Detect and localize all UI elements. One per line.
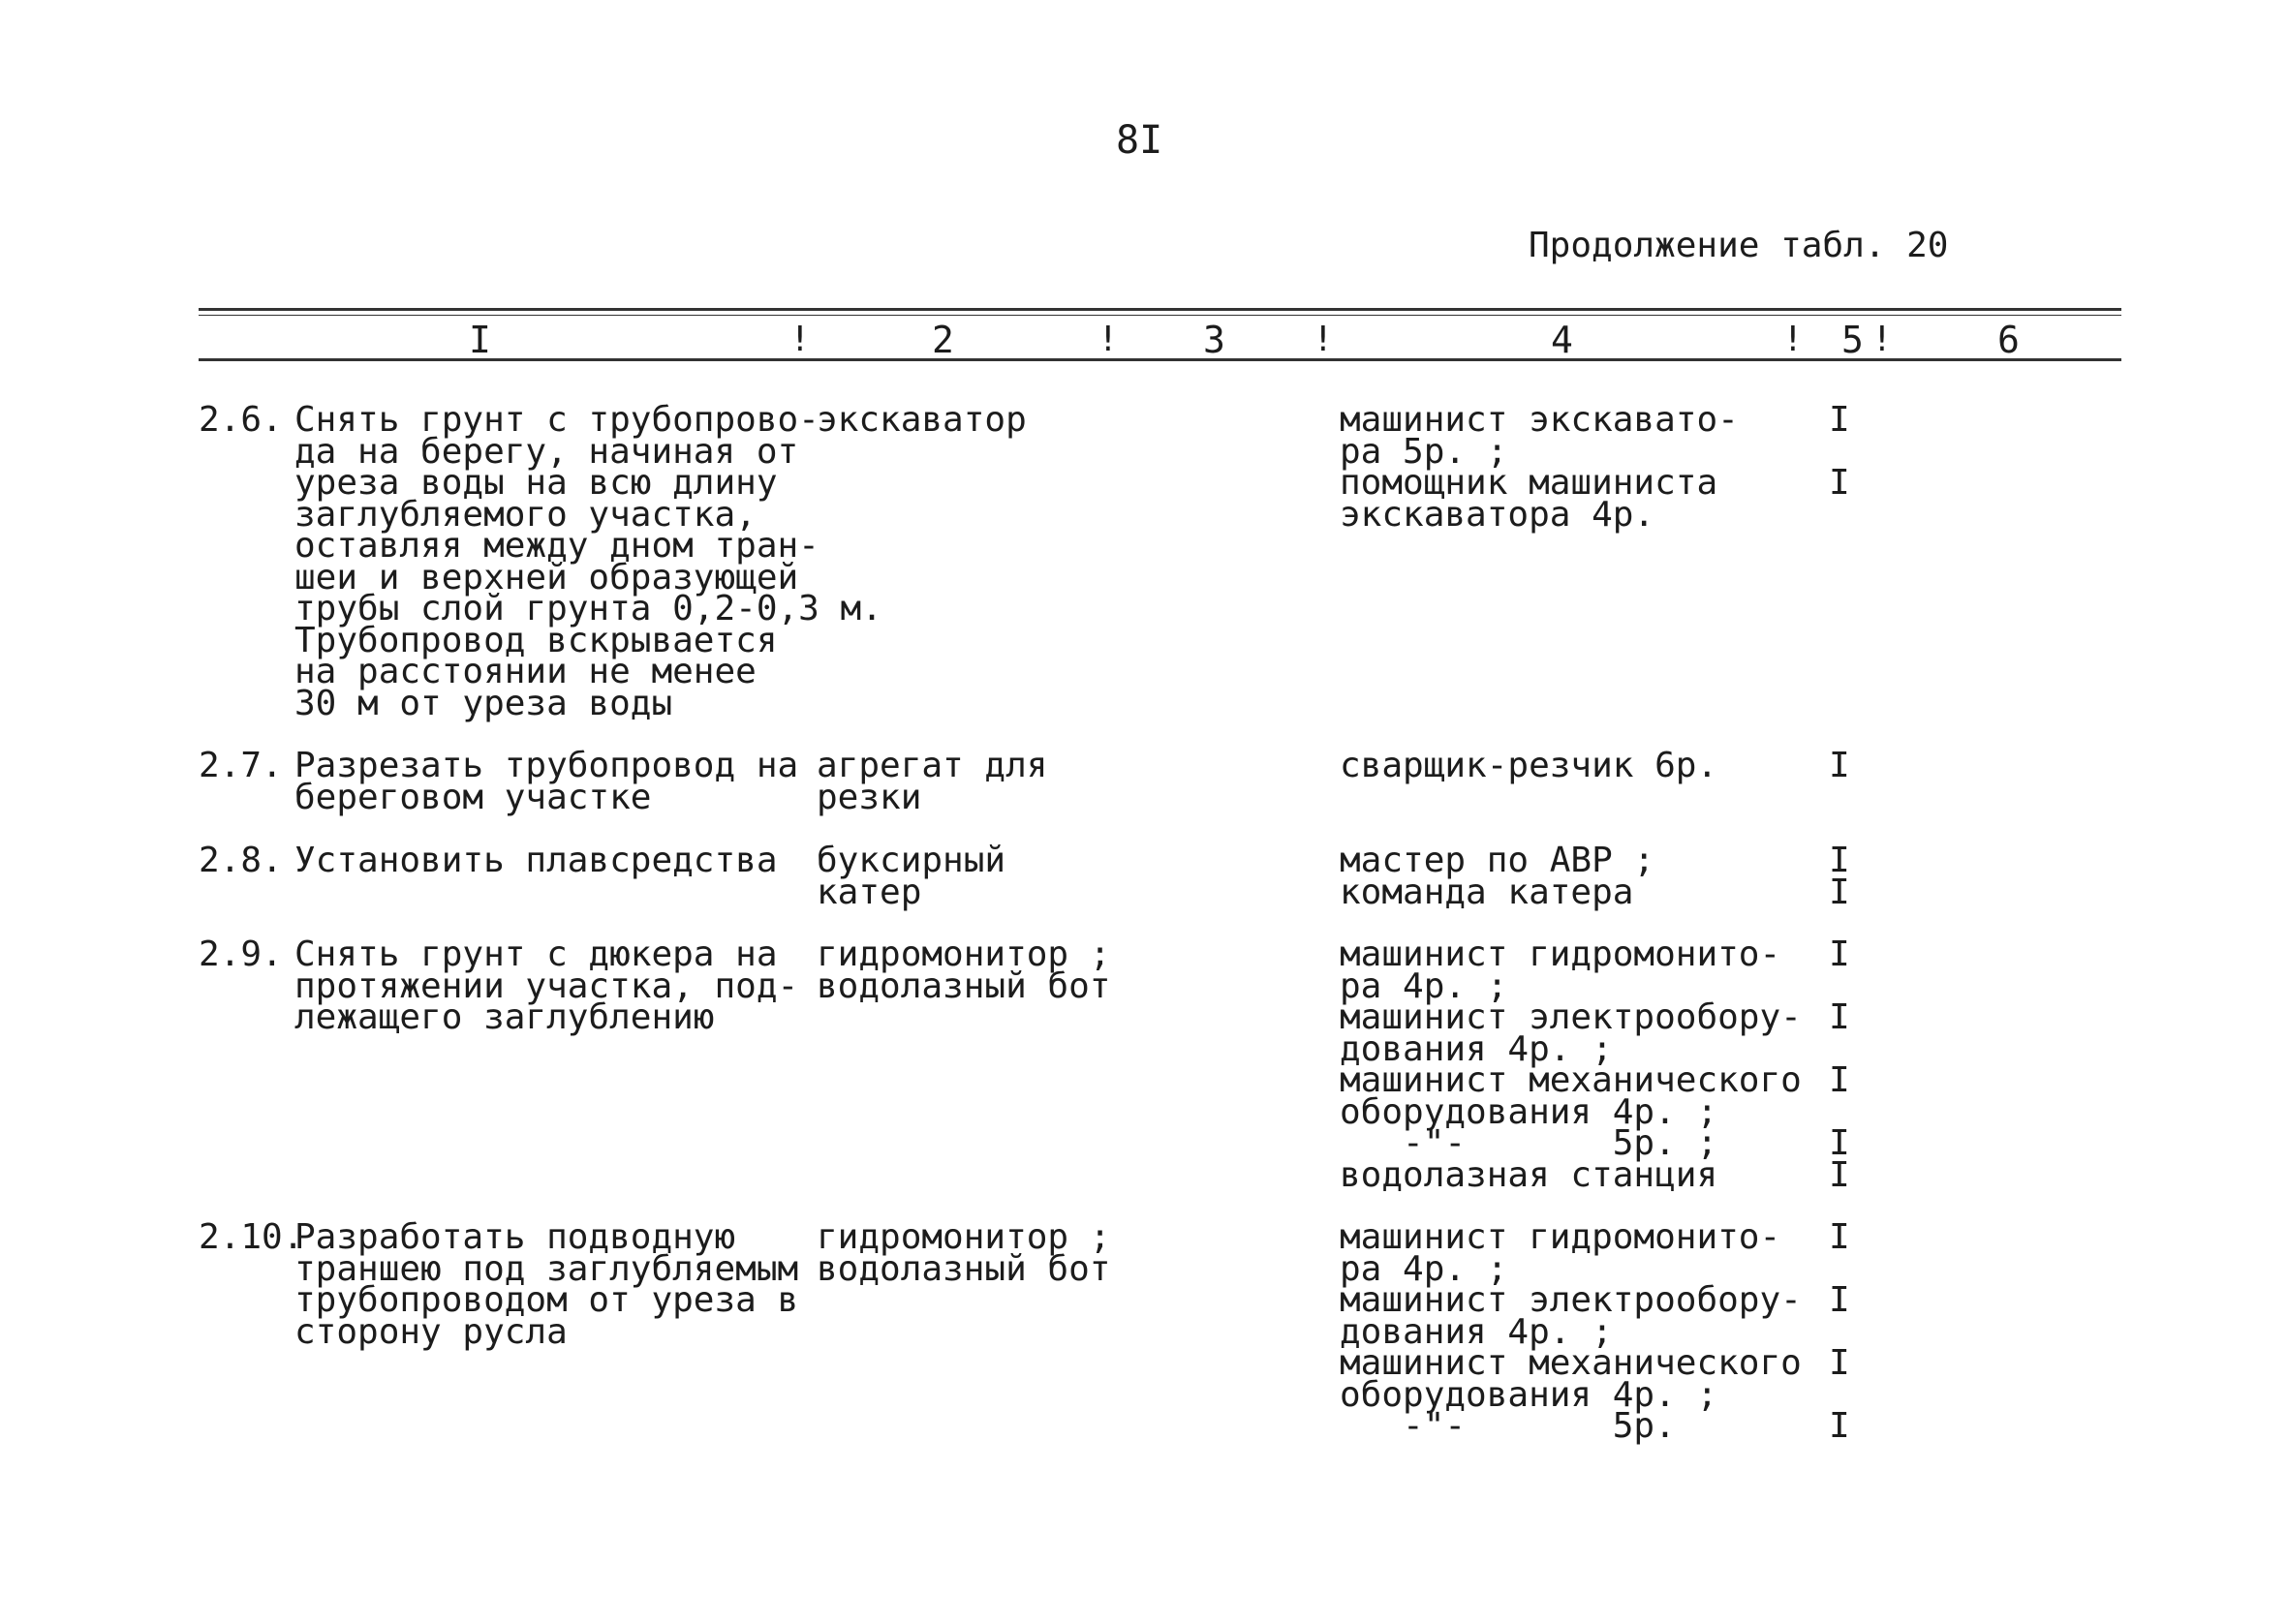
row-number: 2.8. xyxy=(199,841,283,880)
row-counts: I I I I xyxy=(1829,1217,1850,1446)
row-description: Разработать подводную траншею под заглубляемым трубопроводом от уреза в сторону русла xyxy=(294,1217,799,1352)
row-counts: I xyxy=(1829,746,1850,785)
header-separator: ! xyxy=(1313,320,1334,359)
header-top-rule-2 xyxy=(199,315,2121,316)
row-description: Установить плавсредства xyxy=(294,841,778,880)
header-separator: ! xyxy=(1098,320,1119,359)
header-separator: ! xyxy=(1871,320,1893,359)
row-description: Снять грунт с трубопрово- да на берегу, начиная от уреза воды на всю длину заглубляемого участка, оставляя между дном тран- шеи и верхней образующей трубы слой грунта 0,2-0,3 м. Трубопровод вскрывается на расстоянии не менее 30 м от уреза воды xyxy=(294,400,882,723)
row-counts: I I xyxy=(1829,400,1850,503)
continuation-label: Продолжение табл. 20 xyxy=(1529,226,1949,265)
row-equipment: агрегат для резки xyxy=(817,746,1048,817)
row-number: 2.7. xyxy=(199,746,283,785)
row-counts: I I xyxy=(1829,841,1850,912)
row-workers: машинист экскавато- ра 5р. ; помощник машиниста экскаватора 4р. xyxy=(1340,400,1739,535)
header-col-4: 4 xyxy=(1551,319,1573,361)
row-equipment: буксирный катер xyxy=(817,841,1006,912)
header-col-6: 6 xyxy=(1997,319,2020,361)
header-top-rule xyxy=(199,308,2121,311)
header-separator: ! xyxy=(789,320,811,359)
row-workers: машинист гидромонито- ра 4р. ; машинист электрообору- дования 4р. ; машинист механического оборудования 4р. ; -"- 5р. ; водолазная станция xyxy=(1340,935,1802,1195)
header-col-2: 2 xyxy=(932,319,954,361)
row-description: Снять грунт с дюкера на протяжении участка, под- лежащего заглублению xyxy=(294,935,799,1037)
row-counts: I I I I I xyxy=(1829,935,1850,1195)
page-number: 8I xyxy=(1116,118,1163,163)
row-workers: машинист гидромонито- ра 4р. ; машинист электрообору- дования 4р. ; машинист механического оборудования 4р. ; -"- 5р. xyxy=(1340,1217,1802,1446)
header-bottom-rule xyxy=(199,358,2121,361)
row-equipment: гидромонитор ; водолазный бот xyxy=(817,1217,1111,1289)
row-equipment: экскаватор xyxy=(817,400,1027,440)
header-col-5: 5 xyxy=(1841,319,1864,361)
header-separator: ! xyxy=(1782,320,1804,359)
row-workers: сварщик-резчик 6р. xyxy=(1340,746,1718,785)
row-equipment: гидромонитор ; водолазный бот xyxy=(817,935,1111,1006)
header-col-1: I xyxy=(469,319,491,361)
row-number: 2.6. xyxy=(199,400,283,440)
row-description: Разрезать трубопровод на береговом участке xyxy=(294,746,799,817)
row-workers: мастер по АВР ; команда катера xyxy=(1340,841,1655,912)
row-number: 2.10. xyxy=(199,1217,304,1257)
header-col-3: 3 xyxy=(1203,319,1225,361)
row-number: 2.9. xyxy=(199,935,283,974)
